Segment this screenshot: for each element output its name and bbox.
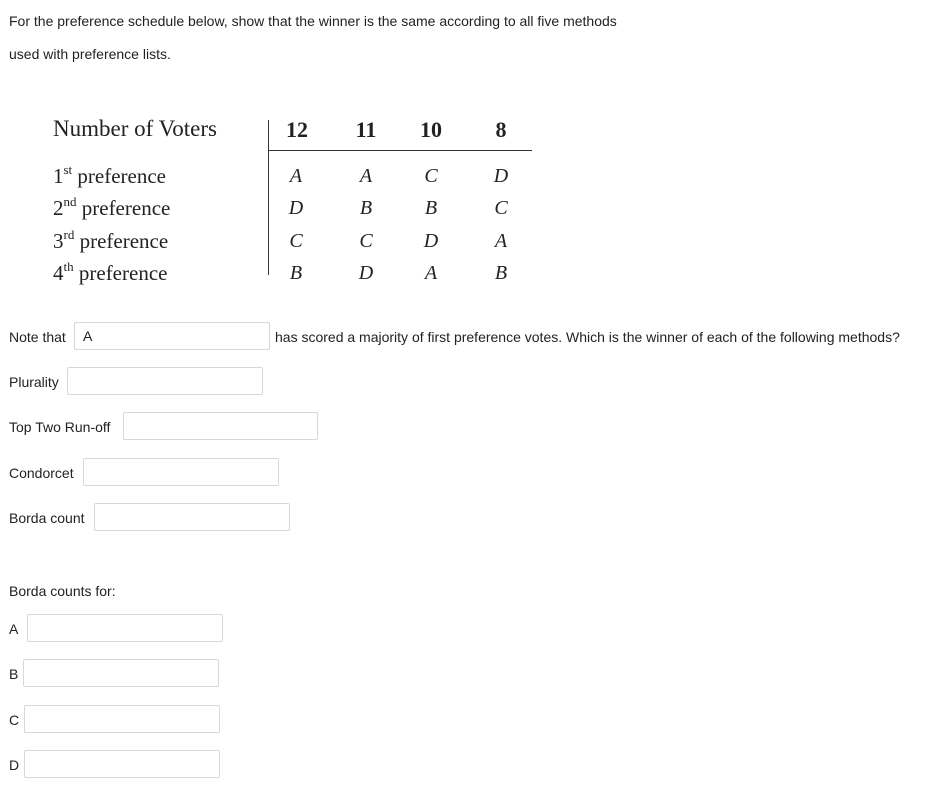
borda-count-input[interactable] [94, 503, 290, 531]
cell-r2-c4: C [494, 197, 508, 219]
voter-count-2: 11 [355, 117, 377, 142]
intro-line-1: For the preference schedule below, show that the winner is the same according to all five methods [9, 13, 617, 29]
borda-counts-heading: Borda counts for: [9, 583, 116, 599]
cell-r2-c3: B [424, 197, 438, 219]
preference-label-1: 1st preference [53, 162, 167, 188]
cell-r2-c1: D [288, 197, 304, 219]
borda-label-c: C [9, 712, 20, 728]
cell-r3-c3: D [423, 230, 439, 252]
borda-label-b: B [9, 666, 19, 682]
borda-count-b-input[interactable] [23, 659, 219, 687]
top-two-runoff-input[interactable] [123, 412, 318, 440]
condorcet-input[interactable] [83, 458, 279, 486]
cell-r4-c1: B [289, 262, 303, 284]
cell-r1-c4: D [493, 165, 509, 187]
borda-count-c-input[interactable] [24, 705, 220, 733]
cell-r1-c2: A [359, 165, 373, 187]
cell-r4-c3: A [424, 262, 438, 284]
cell-r3-c2: C [359, 230, 373, 252]
top-two-runoff-label: Top Two Run-off [9, 419, 111, 435]
cell-r1-c1: A [289, 165, 303, 187]
borda-count-a-input[interactable] [27, 614, 223, 642]
cell-r1-c3: C [424, 165, 438, 187]
borda-count-d-input[interactable] [24, 750, 220, 778]
voter-count-3: 10 [420, 117, 442, 142]
voter-count-4: 8 [495, 117, 507, 142]
table-horizontal-divider [268, 150, 532, 151]
plurality-label: Plurality [9, 374, 59, 390]
number-of-voters-header: Number of Voters [53, 116, 217, 141]
cell-r4-c2: D [358, 262, 374, 284]
preference-label-3: 3rd preference [53, 227, 169, 253]
intro-line-2: used with preference lists. [9, 46, 171, 62]
plurality-input[interactable] [67, 367, 263, 395]
cell-r3-c4: A [494, 230, 508, 252]
cell-r2-c2: B [359, 197, 373, 219]
preference-label-2: 2nd preference [53, 194, 171, 220]
borda-label-a: A [9, 621, 19, 637]
preference-label-4: 4th preference [53, 259, 168, 285]
majority-winner-input[interactable] [74, 322, 270, 350]
borda-label-d: D [9, 757, 20, 773]
cell-r4-c4: B [494, 262, 508, 284]
cell-r3-c1: C [289, 230, 303, 252]
table-vertical-divider [268, 120, 269, 275]
borda-count-label: Borda count [9, 510, 85, 526]
voter-count-1: 12 [286, 117, 308, 142]
note-suffix: has scored a majority of first preference votes. Which is the winner of each of the following methods? [275, 329, 900, 345]
condorcet-label: Condorcet [9, 465, 74, 481]
note-prefix: Note that [9, 329, 66, 345]
